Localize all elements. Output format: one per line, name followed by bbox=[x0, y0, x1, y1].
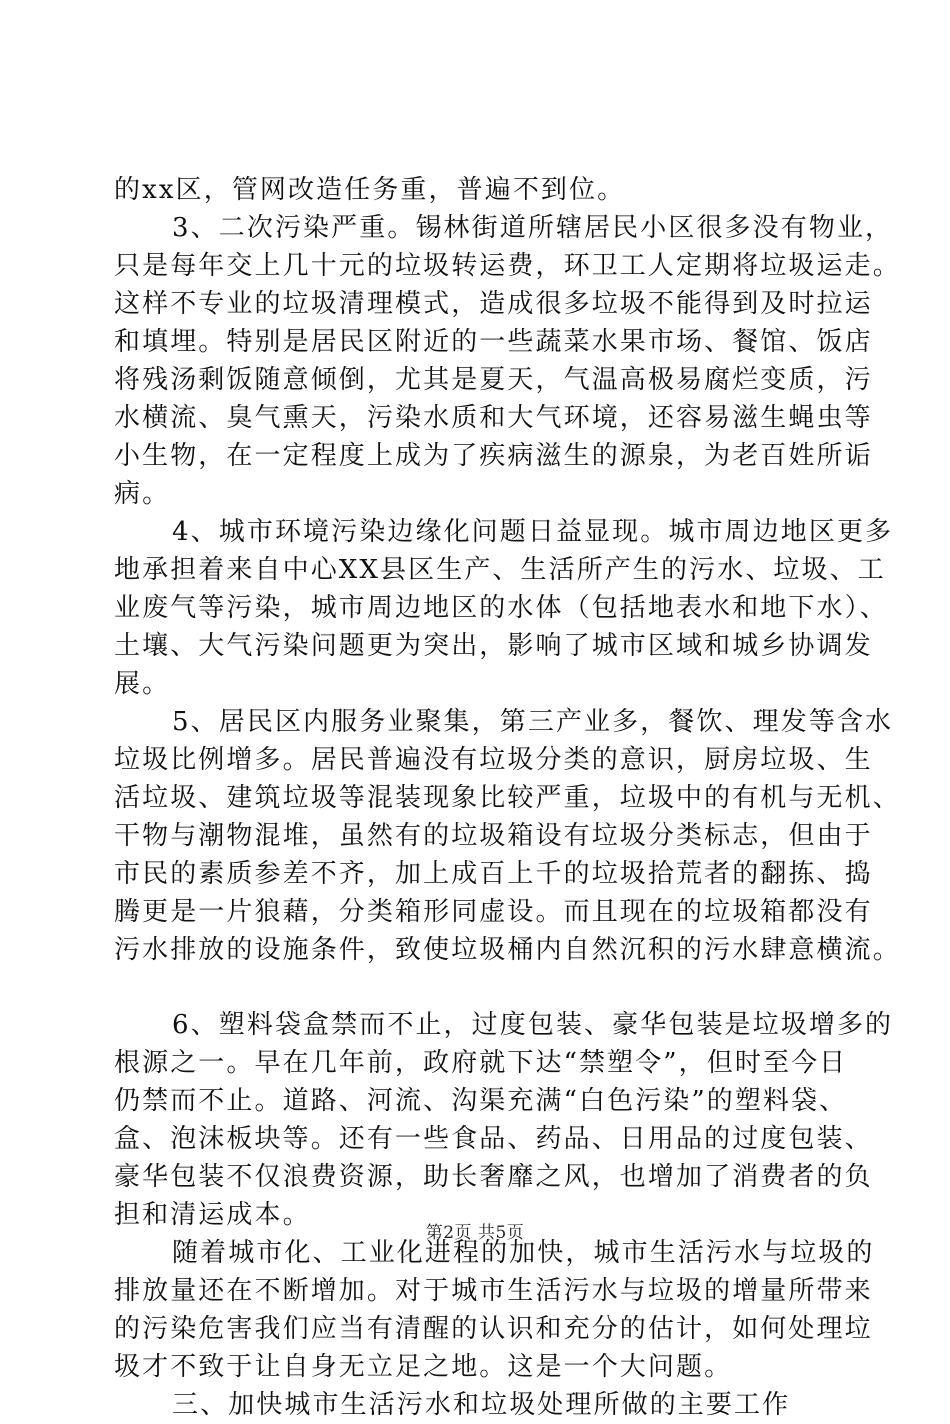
text-line: 活垃圾、建筑垃圾等混装现象比较严重，垃圾中的有机与无机、 bbox=[114, 783, 901, 813]
text-line: 业废气等污染，城市周边地区的水体（包括地表水和地下水）、 bbox=[114, 593, 888, 623]
text-line: 只是每年交上几十元的垃圾转运费，环卫工人定期将垃圾运走。 bbox=[114, 251, 901, 281]
text-line: 排放量还在不断增加。对于城市生活污水与垃圾的增量所带来 bbox=[114, 1276, 873, 1306]
text-line: 小生物，在一定程度上成为了疾病滋生的源泉，为老百姓所诟 bbox=[114, 441, 873, 471]
text-line: 市民的素质参差不齐，加上成百上千的垃圾拾荒者的翻拣、捣 bbox=[114, 859, 873, 889]
text-line: 水横流、臭气熏天，污染水质和大气环境，还容易滋生蝇虫等 bbox=[114, 403, 873, 433]
text-line: 污水排放的设施条件，致使垃圾桶内自然沉积的污水肆意横流。 bbox=[114, 935, 901, 965]
text-line: 根源之一。早在几年前，政府就下达“禁塑令”，但时至今日 bbox=[114, 1048, 848, 1078]
text-line: 这样不专业的垃圾清理模式，造成很多垃圾不能得到及时拉运 bbox=[114, 289, 873, 319]
text-line: 和填埋。特别是居民区附近的一些蔬菜水果市场、餐馆、饭店 bbox=[114, 327, 873, 357]
text-line: 5、居民区内服务业聚集，第三产业多，餐饮、理发等含水 bbox=[172, 707, 894, 737]
text-line: 4、城市环境污染边缘化问题日益显现。城市周边地区更多 bbox=[172, 517, 894, 547]
text-line: 将残汤剩饭随意倾倒，尤其是夏天，气温高极易腐烂变质，污 bbox=[114, 365, 873, 395]
text-line: 的污染危害我们应当有清醒的认识和充分的估计，如何处理垃 bbox=[114, 1314, 873, 1344]
text-line: 盒、泡沫板块等。还有一些食品、药品、日用品的过度包装、 bbox=[114, 1124, 873, 1154]
paragraph-gap bbox=[114, 969, 854, 1006]
text-line: 腾更是一片狼藉，分类箱形同虚设。而且现在的垃圾箱都没有 bbox=[114, 897, 873, 927]
text-line: 3、二次污染严重。锡林街道所辖居民小区很多没有物业， bbox=[172, 213, 894, 243]
text-line: 豪华包装不仅浪费资源，助长奢靡之风，也增加了消费者的负 bbox=[114, 1162, 873, 1192]
text-line: 的xx区，管网改造任务重，普遍不到位。 bbox=[114, 175, 626, 205]
text-line: 随着城市化、工业化进程的加快，城市生活污水与垃圾的 bbox=[172, 1238, 875, 1268]
text-line: 病。 bbox=[114, 479, 171, 509]
text-line: 担和清运成本。 bbox=[114, 1200, 311, 1230]
page-number-footer: 第2页 共5页 bbox=[425, 1223, 525, 1243]
text-line: 展。 bbox=[114, 669, 171, 699]
section-heading: 三、加快城市生活污水和垃圾处理所做的主要工作 bbox=[172, 1390, 791, 1420]
text-line: 6、塑料袋盒禁而不止，过度包装、豪华包装是垃圾增多的 bbox=[172, 1010, 894, 1040]
text-line: 垃圾比例增多。居民普遍没有垃圾分类的意识，厨房垃圾、生 bbox=[114, 745, 873, 775]
text-line: 圾才不致于让自身无立足之地。这是一个大问题。 bbox=[114, 1352, 733, 1382]
text-line: 土壤、大气污染问题更为突出，影响了城市区域和城乡协调发 bbox=[114, 631, 873, 661]
text-line: 仍禁而不止。道路、河流、沟渠充满“白色污染”的塑料袋、 bbox=[114, 1086, 848, 1116]
text-line: 地承担着来自中心XX县区生产、生活所产生的污水、垃圾、工 bbox=[114, 555, 886, 585]
text-line: 干物与潮物混堆，虽然有的垃圾箱设有垃圾分类标志，但由于 bbox=[114, 821, 873, 851]
